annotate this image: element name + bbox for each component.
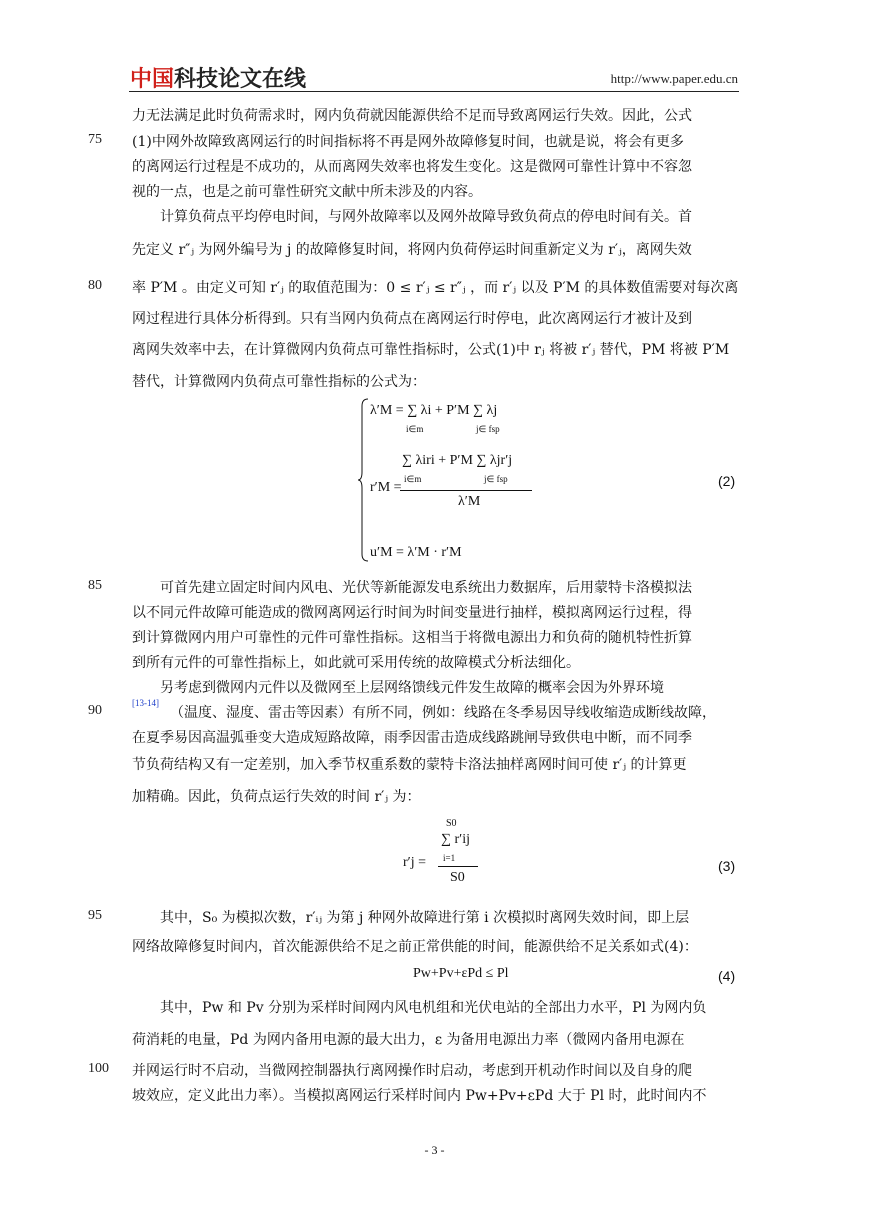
header-divider [129,91,739,92]
body-line: 其中，S₀ 为模拟次数，r′ᵢⱼ 为第 j 种网外故障进行第 i 次模拟时离网失效时间，即上层 [160,910,690,926]
equation-2-subscript: i∈m [404,474,422,484]
equation-brace [358,398,368,562]
body-line: 网过程进行具体分析得到。只有当网内负荷点在离网运行时停电，此次离网运行才被计及到 [132,311,692,327]
body-line: 到计算微网内用户可靠性的元件可靠性指标。这相当于将微电源出力和负荷的随机特性折算 [132,630,692,646]
equation-2-line-1: λ′M = ∑ λi + P′M ∑ λj [370,403,498,418]
equation-3-denominator: S0 [450,870,465,885]
equation-4: Pw+Pv+εPd ≤ Pl [413,966,509,981]
line-number: 100 [88,1061,109,1076]
equation-2-subscript: i∈m [406,424,424,434]
equation-2-numerator: ∑ λiri + P′M ∑ λjr′j [402,453,513,468]
equation-4-number: (4) [718,968,736,984]
citation-ref[interactable]: [13-14] [132,698,159,708]
body-line: 力无法满足此时负荷需求时，网内负荷就因能源供给不足而导致离网运行失效。因此，公式 [132,108,692,124]
body-line: 其中，Pw 和 Pv 分别为采样时间网内风电机组和光伏电站的全部出力水平，Pl 为网内负 [160,1000,707,1016]
fraction-bar [400,490,532,491]
body-line: 坡效应，定义此出力率）。当模拟离网运行采样时间内 Pw+Pv+εPd 大于 Pl 时，此时间内不 [132,1088,707,1104]
line-number: 75 [88,132,102,147]
body-line: 到所有元件的可靠性指标上，如此就可采用传统的故障模式分析法细化。 [132,655,580,671]
logo-dark-text: 科技论文在线 [174,67,307,92]
body-line: (1)中网外故障致离网运行的时间指标将不再是网外故障修复时间，也就是说，将会有更多 [132,134,684,150]
equation-2-lhs: r′M = [370,480,402,495]
equation-3-numerator: ∑ r′ij [441,832,470,847]
body-line: 可首先建立固定时间内风电、光伏等新能源发电系统出力数据库，后用蒙特卡洛模拟法 [160,580,692,596]
equation-2-denominator: λ′M [458,494,481,509]
line-number: 80 [88,278,102,293]
body-line: 加精确。因此，负荷点运行失效的时间 r′ⱼ 为： [132,789,421,805]
body-line: 离网失效率中去，在计算微网内负荷点可靠性指标时，公式(1)中 rⱼ 将被 r′ⱼ 替代，PM 将被 P′M [132,342,730,358]
body-line: 替代，计算微网内负荷点可靠性指标的公式为： [132,374,426,390]
line-number: 90 [88,703,102,718]
body-line: 率 P′M 。由定义可知 r′ⱼ 的取值范围为：0 ≤ r′ⱼ ≤ r″ⱼ ，而 r′ⱼ 以及 P′M 的具体数值需要对每次离 [132,280,738,296]
body-line: 节负荷结构又有一定差别，加入季节权重系数的蒙特卡洛法抽样离网时间可使 r′ⱼ 的计算更 [132,757,687,773]
body-line: 视的一点，也是之前可靠性研究文献中所未涉及的内容。 [132,184,482,200]
equation-2-subscript: j∈ fsp [484,474,508,484]
header-url[interactable]: http://www.paper.edu.cn [610,71,738,86]
equation-2-line-3: u′M = λ′M · r′M [370,545,462,560]
logo-red-text: 中国 [130,67,175,92]
body-line: 以不同元件故障可能造成的微网离网运行时间为时间变量进行抽样，模拟离网运行过程，得 [132,605,692,621]
body-line: 荷消耗的电量，Pd 为网内备用电源的最大出力，ε 为备用电源出力率（微网内备用电源在 [132,1032,685,1048]
line-number: 85 [88,578,102,593]
equation-2-subscript: j∈ fsp [476,424,500,434]
equation-3-upper-limit: S0 [446,818,457,829]
equation-2-number: (2) [718,473,736,489]
equation-3-lhs: r′j = [403,855,427,870]
line-number: 95 [88,908,102,923]
fraction-bar [438,866,478,867]
equation-3-lower-limit: i=1 [443,853,456,863]
page-number: - 3 - [424,1143,445,1157]
body-line: （温度、湿度、雷击等因素）有所不同，例如：线路在冬季易因导线收缩造成断线故障， [170,705,716,721]
body-line: 的离网运行过程是不成功的，从而离网失效率也将发生变化。这是微网可靠性计算中不容忽 [132,159,692,175]
body-line: 计算负荷点平均停电时间，与网外故障率以及网外故障导致负荷点的停电时间有关。首 [160,209,692,225]
body-line: 先定义 r″ⱼ 为网外编号为 j 的故障修复时间，将网内负荷停运时间重新定义为 r′ⱼ，离网失效 [132,242,692,258]
journal-logo [130,62,306,93]
equation-3-number: (3) [718,858,736,874]
body-line: 并网运行时不启动，当微网控制器执行离网操作时启动，考虑到开机动作时间以及自身的爬 [132,1063,692,1079]
body-line: 网络故障修复时间内，首次能源供给不足之前正常供能的时间，能源供给不足关系如式(4)： [132,939,698,955]
body-line: 在夏季易因高温弧垂变大造成短路故障，雨季因雷击造成线路跳闸导致供电中断，而不同季 [132,730,692,746]
body-line: 另考虑到微网内元件以及微网至上层网络馈线元件发生故障的概率会因为外界环境 [160,680,664,696]
